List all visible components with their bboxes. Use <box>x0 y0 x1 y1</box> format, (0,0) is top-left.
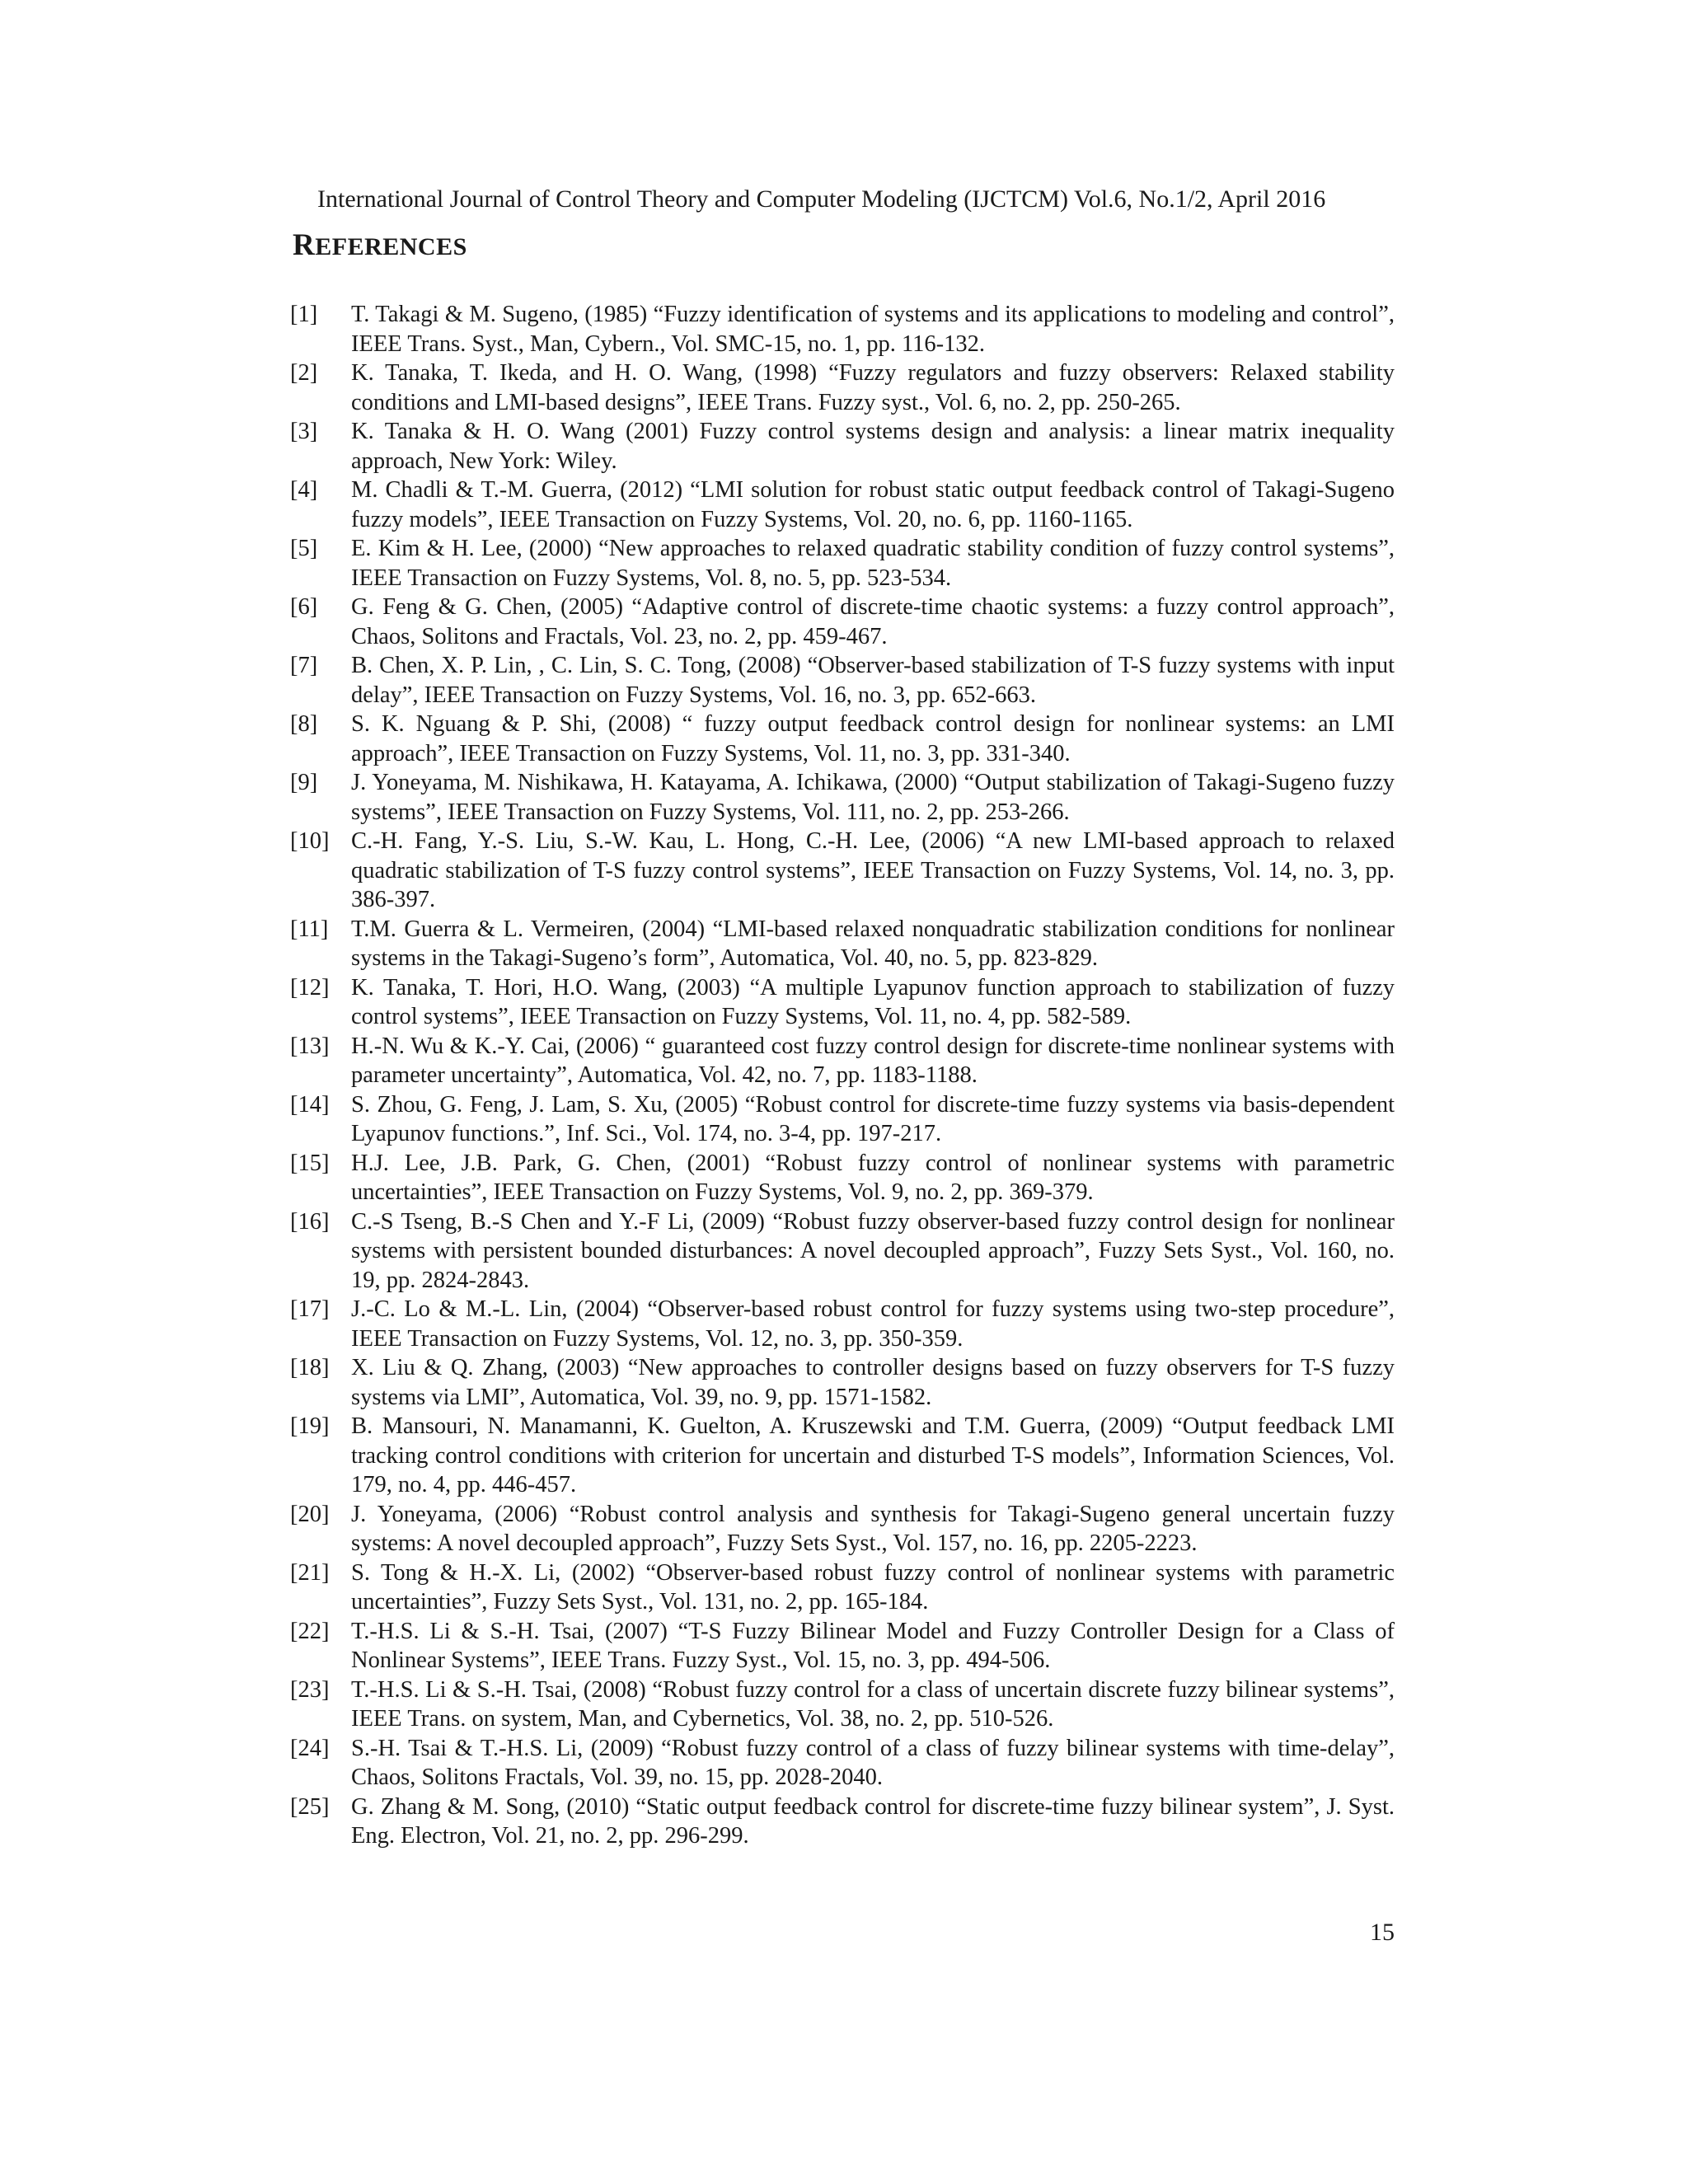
reference-number: [21] <box>290 1559 330 1586</box>
reference-number: [15] <box>290 1150 330 1176</box>
reference-item <box>290 1617 1395 1675</box>
reference-item <box>290 534 1395 593</box>
reference-number: [13] <box>290 1033 330 1059</box>
reference-number: [1] <box>290 302 318 327</box>
reference-number: [25] <box>290 1793 330 1820</box>
reference-item <box>290 1032 1395 1090</box>
page-number: 15 <box>1370 1919 1395 1946</box>
reference-item <box>290 1734 1395 1793</box>
reference-text: M. Chadli & T.-M. Guerra, (2012) “LMI solution for robust static output feedback control of Takagi-Sugeno fuzzy models”, IEEE Transaction on Fuzzy Systems, Vol. 20, no. 6, pp. 1160-1165. <box>351 477 1395 532</box>
reference-item <box>290 1353 1395 1412</box>
reference-number: [24] <box>290 1735 330 1761</box>
reference-item <box>290 973 1395 1032</box>
reference-text: K. Tanaka, T. Ikeda, and H. O. Wang, (1998) “Fuzzy regulators and fuzzy observers: Relaxed stability conditions and LMI-based designs”, IEEE Trans. Fuzzy syst., Vol. 6, no. 2, pp. 250-265. <box>351 360 1395 415</box>
reference-item <box>290 1793 1395 1851</box>
reference-number: [8] <box>290 711 318 737</box>
reference-number: [3] <box>290 419 318 444</box>
reference-text: S. K. Nguang & P. Shi, (2008) “ fuzzy output feedback control design for nonlinear systems: an LMI approach”, IEEE Transaction on Fuzzy Systems, Vol. 11, no. 3, pp. 331-340. <box>351 711 1395 766</box>
reference-item <box>290 651 1395 710</box>
reference-number: [7] <box>290 653 318 678</box>
reference-item <box>290 1295 1395 1353</box>
reference-number: [19] <box>290 1413 330 1439</box>
reference-text: B. Chen, X. P. Lin, , C. Lin, S. C. Tong, (2008) “Observer-based stabilization of T-S fuzzy systems with input delay”, IEEE Transaction on Fuzzy Systems, Vol. 16, no. 3, pp. 652-663. <box>351 653 1395 708</box>
reference-item <box>290 1500 1395 1558</box>
reference-text: K. Tanaka & H. O. Wang (2001) Fuzzy control systems design and analysis: a linear matrix inequality approach, New York: Wiley. <box>351 419 1395 474</box>
reference-number: [16] <box>290 1208 330 1235</box>
reference-number: [20] <box>290 1501 330 1527</box>
reference-number: [10] <box>290 828 330 854</box>
reference-number: [18] <box>290 1355 330 1380</box>
reference-text: C.-H. Fang, Y.-S. Liu, S.-W. Kau, L. Hong, C.-H. Lee, (2006) “A new LMI-based approach to relaxed quadratic stabilization of T-S fuzzy control systems”, IEEE Transaction on Fuzzy Systems, Vol. 14, no. 3, pp. 386-397. <box>351 828 1395 912</box>
reference-number: [2] <box>290 360 318 386</box>
reference-text: C.-S Tseng, B.-S Chen and Y.-F Li, (2009) “Robust fuzzy observer-based fuzzy control design for nonlinear systems with persistent bounded disturbances: A novel decoupled approach”, Fuzzy Sets Syst., Vol. 160, no. 19, pp. 2824-2843. <box>351 1208 1395 1293</box>
reference-number: [6] <box>290 594 318 620</box>
reference-item <box>290 1090 1395 1149</box>
reference-number: [12] <box>290 974 330 1001</box>
reference-number: [5] <box>290 536 318 561</box>
reference-text: J. Yoneyama, (2006) “Robust control analysis and synthesis for Takagi-Sugeno general uncertain fuzzy systems: A novel decoupled approach”, Fuzzy Sets Syst., Vol. 157, no. 16, pp. 2205-2223. <box>351 1501 1395 1556</box>
reference-text: S. Zhou, G. Feng, J. Lam, S. Xu, (2005) “Robust control for discrete-time fuzzy systems via basis-dependent Lyapunov functions.”, Inf. Sci., Vol. 174, no. 3-4, pp. 197-217. <box>351 1091 1395 1146</box>
reference-list <box>290 300 1395 1851</box>
reference-item <box>290 768 1395 827</box>
reference-item <box>290 417 1395 476</box>
reference-text: J.-C. Lo & M.-L. Lin, (2004) “Observer-based robust control for fuzzy systems using two-step procedure”, IEEE Transaction on Fuzzy Systems, Vol. 12, no. 3, pp. 350-359. <box>351 1296 1395 1352</box>
section-title <box>293 224 467 273</box>
reference-item <box>290 710 1395 768</box>
section-title-rest: EFERENCES <box>315 233 467 260</box>
reference-text: T.M. Guerra & L. Vermeiren, (2004) “LMI-based relaxed nonquadratic stabilization conditions for nonlinear systems in the Takagi-Sugeno’s form”, Automatica, Vol. 40, no. 5, pp. 823-829. <box>351 916 1395 971</box>
reference-number: [17] <box>290 1296 330 1322</box>
reference-text: K. Tanaka, T. Hori, H.O. Wang, (2003) “A multiple Lyapunov function approach to stabilization of fuzzy control systems”, IEEE Transaction on Fuzzy Systems, Vol. 11, no. 4, pp. 582-589. <box>351 974 1395 1029</box>
reference-text: T. Takagi & M. Sugeno, (1985) “Fuzzy identification of systems and its applications to modeling and control”, IEEE Trans. Syst., Man, Cybern., Vol. SMC-15, no. 1, pp. 116-132. <box>351 302 1395 357</box>
reference-number: [14] <box>290 1091 330 1118</box>
reference-item <box>290 1149 1395 1207</box>
reference-item <box>290 827 1395 915</box>
reference-item <box>290 476 1395 534</box>
reference-number: [11] <box>290 916 329 942</box>
reference-text: T.-H.S. Li & S.-H. Tsai, (2008) “Robust fuzzy control for a class of uncertain discrete fuzzy bilinear systems”, IEEE Trans. on system, Man, and Cybernetics, Vol. 38, no. 2, pp. 510-526. <box>351 1676 1395 1732</box>
reference-item <box>290 1412 1395 1500</box>
section-title-initial: R <box>293 228 316 262</box>
reference-item <box>290 1675 1395 1734</box>
reference-item <box>290 300 1395 359</box>
reference-number: [4] <box>290 477 318 503</box>
running-header: International Journal of Control Theory and Computer Modeling (IJCTCM) Vol.6, No.1/2, April 2016 <box>317 185 1326 213</box>
reference-item <box>290 915 1395 973</box>
reference-text: E. Kim & H. Lee, (2000) “New approaches to relaxed quadratic stability condition of fuzzy control systems”, IEEE Transaction on Fuzzy Systems, Vol. 8, no. 5, pp. 523-534. <box>351 536 1395 591</box>
reference-text: G. Zhang & M. Song, (2010) “Static output feedback control for discrete-time fuzzy bilinear system”, J. Syst. Eng. Electron, Vol. 21, no. 2, pp. 296-299. <box>351 1793 1395 1849</box>
reference-number: [23] <box>290 1676 330 1703</box>
reference-number: [9] <box>290 770 318 795</box>
reference-text: T.-H.S. Li & S.-H. Tsai, (2007) “T-S Fuzzy Bilinear Model and Fuzzy Controller Design for a Class of Nonlinear Systems”, IEEE Trans. Fuzzy Syst., Vol. 15, no. 3, pp. 494-506. <box>351 1618 1395 1673</box>
reference-item <box>290 359 1395 417</box>
reference-item <box>290 1207 1395 1296</box>
reference-text: H.J. Lee, J.B. Park, G. Chen, (2001) “Robust fuzzy control of nonlinear systems with parametric uncertainties”, IEEE Transaction on Fuzzy Systems, Vol. 9, no. 2, pp. 369-379. <box>351 1150 1395 1205</box>
reference-item <box>290 1558 1395 1617</box>
reference-text: S.-H. Tsai & T.-H.S. Li, (2009) “Robust fuzzy control of a class of fuzzy bilinear systems with time-delay”, Chaos, Solitons Fractals, Vol. 39, no. 15, pp. 2028-2040. <box>351 1735 1395 1790</box>
reference-text: X. Liu & Q. Zhang, (2003) “New approaches to controller designs based on fuzzy observers for T-S fuzzy systems via LMI”, Automatica, Vol. 39, no. 9, pp. 1571-1582. <box>351 1355 1395 1410</box>
reference-text: B. Mansouri, N. Manamanni, K. Guelton, A. Kruszewski and T.M. Guerra, (2009) “Output feedback LMI tracking control conditions with criterion for uncertain and disturbed T-S models”, Information Sciences, Vol. 179, no. 4, pp. 446-457. <box>351 1413 1395 1497</box>
reference-number: [22] <box>290 1618 330 1644</box>
reference-text: H.-N. Wu & K.-Y. Cai, (2006) “ guaranteed cost fuzzy control design for discrete-time nonlinear systems with parameter uncertainty”, Automatica, Vol. 42, no. 7, pp. 1183-1188. <box>351 1033 1395 1088</box>
reference-text: J. Yoneyama, M. Nishikawa, H. Katayama, A. Ichikawa, (2000) “Output stabilization of Takagi-Sugeno fuzzy systems”, IEEE Transaction on Fuzzy Systems, Vol. 111, no. 2, pp. 253-266. <box>351 770 1395 825</box>
reference-text: S. Tong & H.-X. Li, (2002) “Observer-based robust fuzzy control of nonlinear systems with parametric uncertainties”, Fuzzy Sets Syst., Vol. 131, no. 2, pp. 165-184. <box>351 1559 1395 1615</box>
reference-item <box>290 593 1395 651</box>
reference-text: G. Feng & G. Chen, (2005) “Adaptive control of discrete-time chaotic systems: a fuzzy control approach”, Chaos, Solitons and Fractals, Vol. 23, no. 2, pp. 459-467. <box>351 594 1395 649</box>
